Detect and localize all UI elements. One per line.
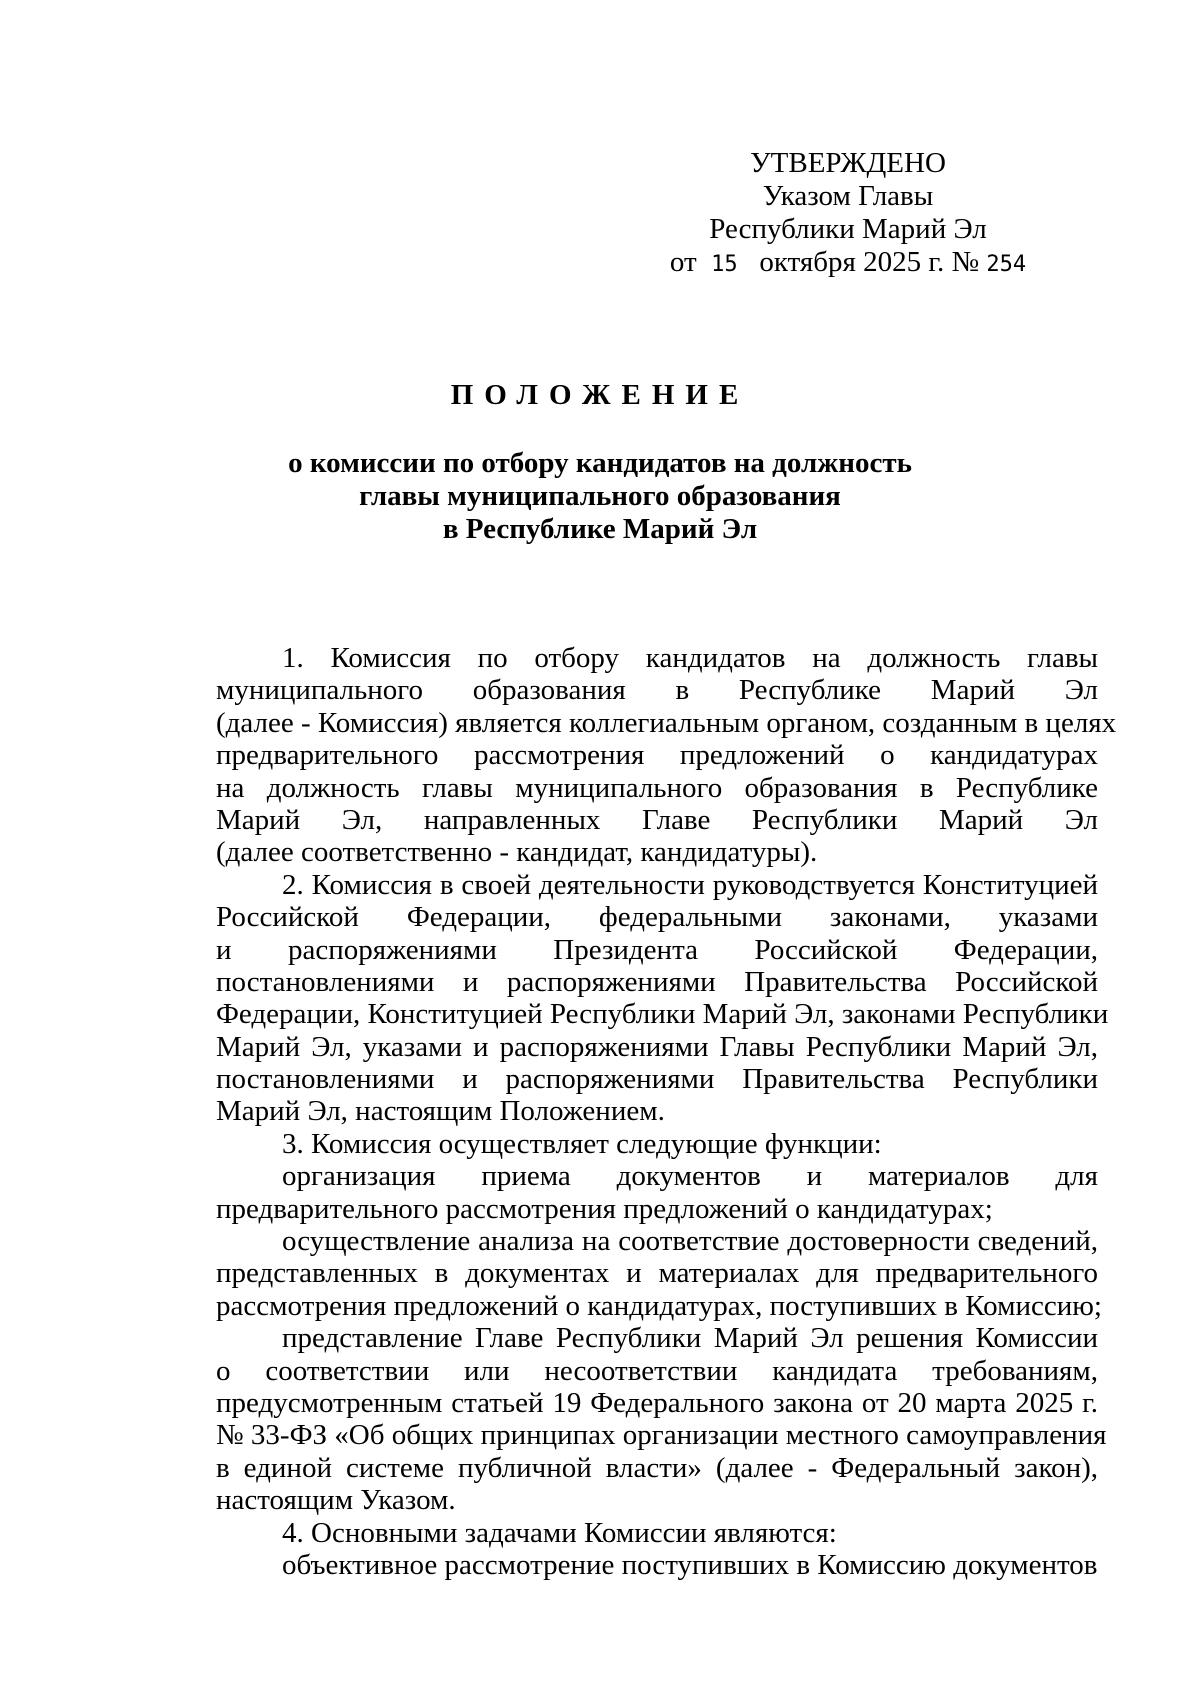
body-line: (далее соответственно - кандидат, кандидатуры).	[216, 836, 818, 869]
body-line: 3. Комиссия осуществляет следующие функции:	[282, 1127, 882, 1160]
body-line: Марий Эл, указами и распоряжениями Главы Республики Марий Эл,	[216, 1030, 1098, 1063]
body-line: 4. Основными задачами Комиссии являются:	[282, 1516, 837, 1549]
body-line: Марий Эл, направленных Главе Республики Марий Эл	[216, 803, 1098, 836]
subtitle-line: в Республике Марий Эл	[442, 513, 758, 545]
body-line: постановлениями и распоряжениями Правительства Республики	[216, 1063, 1098, 1096]
body-line: 2. Комиссия в своей деятельности руководствуется Конституцией	[282, 868, 1098, 901]
body-line: Российской Федерации, федеральными законами, указами	[216, 901, 1098, 934]
body-line: Марий Эл, настоящим Положением.	[216, 1095, 665, 1128]
body-line: предусмотренным статьей 19 Федерального закона от 20 марта 2025 г.	[216, 1386, 1098, 1419]
approval-decree: Указом Главы	[762, 180, 934, 212]
approval-number: 254	[986, 252, 1027, 277]
body-line: на должность главы муниципального образования в Республике	[216, 771, 1098, 804]
body-line: осуществление анализа на соответствие достоверности сведений,	[282, 1225, 1098, 1258]
approval-date-prefix: от	[669, 246, 697, 278]
body-line: организация приема документов и материалов для	[282, 1160, 1098, 1193]
body-line: № 33-ФЗ «Об общих принципах организации местного самоуправления	[216, 1419, 1107, 1452]
body-line: Федерации, Конституцией Республики Марий Эл, законами Республики	[216, 998, 1109, 1031]
approval-stamp	[648, 147, 1048, 281]
body-line: в единой системе публичной власти» (далее - Федеральный закон),	[216, 1451, 1098, 1484]
body-line: представление Главе Республики Марий Эл решения Комиссии	[282, 1322, 1098, 1355]
approval-republic: Республики Марий Эл	[709, 213, 987, 245]
document-title: ПОЛОЖЕНИЕ	[450, 379, 750, 411]
body-line: настоящим Указом.	[216, 1484, 456, 1517]
approval-day: 15	[711, 252, 738, 277]
approval-month-year: октября 2025 г. №	[759, 246, 980, 278]
body-line: муниципального образования в Республике Марий Эл	[216, 674, 1098, 707]
body-line: предварительного рассмотрения предложений о кандидатурах	[216, 739, 1098, 772]
body-line: предварительного рассмотрения предложений о кандидатурах;	[216, 1192, 993, 1225]
body-line: (далее - Комиссия) является коллегиальным органом, созданным в целях	[216, 706, 1117, 739]
approval-heading: УТВЕРЖДЕНО	[750, 147, 946, 179]
body-line: представленных в документах и материалах для предварительного	[216, 1257, 1098, 1290]
body-line: и распоряжениями Президента Российской Федерации,	[216, 933, 1098, 966]
subtitle-line: главы муниципального образования	[359, 480, 841, 512]
body-line: постановлениями и распоряжениями Правительства Российской	[216, 965, 1098, 998]
body-line: рассмотрения предложений о кандидатурах, поступивших в Комиссию;	[216, 1289, 1102, 1322]
subtitle-line: о комиссии по отбору кандидатов на должность	[288, 447, 912, 479]
approval-date-line	[648, 246, 1048, 281]
document-body	[216, 642, 1117, 1581]
body-line: 1. Комиссия по отбору кандидатов на должность главы	[282, 642, 1098, 674]
body-line: объективное рассмотрение поступивших в Комиссию документов	[282, 1548, 1098, 1581]
document-subtitle	[0, 447, 1200, 546]
body-line: о соответствии или несоответствии кандидата требованиям,	[216, 1354, 1098, 1387]
